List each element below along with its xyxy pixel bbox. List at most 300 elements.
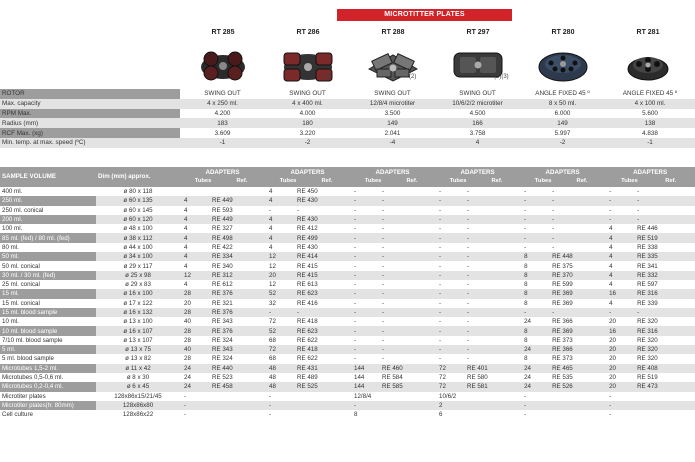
adapter-ref: - bbox=[463, 326, 520, 335]
adapter-ref: - bbox=[378, 233, 435, 242]
adapter-ref: RE 320 bbox=[633, 345, 695, 354]
sample-label: 50 ml. conical bbox=[2, 262, 40, 270]
spec-value: ANGLE FIXED 45 º bbox=[535, 90, 590, 98]
spec-label: Min. temp. at max. speed (ºC) bbox=[0, 138, 180, 148]
adapter-ref: RE 458 bbox=[208, 382, 265, 391]
adapter-ref: - bbox=[552, 225, 555, 233]
spec-row bbox=[0, 128, 695, 138]
tubes-count: - bbox=[435, 289, 463, 298]
adapter-ref: RE 416 bbox=[297, 299, 318, 307]
sample-header-row bbox=[0, 167, 695, 187]
tubes-count: 2 bbox=[435, 401, 463, 410]
sample-row bbox=[0, 336, 695, 345]
adapter-ref: RE 335 bbox=[633, 252, 695, 261]
tubes-count: 8 bbox=[520, 252, 548, 261]
adapter-ref bbox=[208, 401, 265, 410]
tubes-count: 4 bbox=[609, 299, 613, 307]
spec-value: 4.000 bbox=[299, 109, 316, 117]
adapter-ref: - bbox=[297, 206, 300, 214]
sample-row bbox=[0, 206, 695, 215]
adapter-ref: RE 369 bbox=[548, 326, 605, 335]
spec-value: -4 bbox=[350, 138, 435, 148]
tubes-column-label: Tubes bbox=[449, 178, 467, 184]
spec-value: 180 bbox=[265, 118, 350, 128]
spec-value: 4 x 250 ml. bbox=[180, 99, 265, 109]
spec-value: SWING OUT bbox=[374, 90, 411, 98]
adapter-ref: RE 519 bbox=[637, 374, 658, 382]
sample-label: 250 ml. conical bbox=[2, 206, 44, 214]
rotor-rt286-image bbox=[266, 39, 350, 85]
tubes-count: 20 bbox=[609, 336, 616, 344]
tubes-count: - bbox=[439, 262, 442, 270]
adapter-ref: RE 523 bbox=[212, 374, 233, 382]
ref-column-label: Ref. bbox=[321, 178, 333, 184]
model-name-rt288: RT 288 bbox=[381, 29, 405, 36]
spec-value: ANGLE FIXED 45 º bbox=[622, 90, 678, 98]
sample-volume-table bbox=[0, 167, 695, 419]
adapters-group-label: ADAPTERS bbox=[460, 169, 495, 176]
adapter-ref: RE 418 bbox=[293, 345, 350, 354]
sample-dimension: ø 60 x 120 bbox=[96, 215, 180, 224]
tubes-count: - bbox=[439, 336, 442, 344]
tubes-count: - bbox=[354, 336, 357, 344]
adapter-ref: RE 430 bbox=[293, 215, 350, 224]
tubes-count: 8 bbox=[524, 281, 528, 289]
adapter-ref bbox=[208, 410, 265, 419]
adapter-ref: - bbox=[382, 318, 385, 326]
tubes-count: 20 bbox=[265, 271, 293, 280]
sample-dimension: ø 11 x 42 bbox=[96, 364, 180, 373]
tubes-column-label: Tubes bbox=[279, 178, 297, 184]
adapters-group-label: ADAPTERS bbox=[633, 169, 668, 176]
spec-value: 3.220 bbox=[299, 129, 316, 137]
tubes-count: - bbox=[354, 188, 357, 196]
sample-label: Microtiter plates bbox=[2, 392, 46, 400]
tubes-count: 24 bbox=[524, 318, 531, 326]
tubes-count: - bbox=[350, 345, 378, 354]
spec-value: 10/6/2/2 microtiter bbox=[435, 99, 520, 109]
sample-dimension: ø 80 x 118 bbox=[123, 188, 153, 196]
footnote-rt286: (1) bbox=[323, 74, 331, 80]
footnote-rt297: (2)(3) bbox=[494, 74, 509, 80]
tubes-count: 4 bbox=[265, 233, 293, 242]
adapter-ref: RE 581 bbox=[463, 382, 520, 391]
sample-row bbox=[0, 382, 695, 391]
tubes-count: 16 bbox=[605, 289, 633, 298]
spec-value: 4 x 400 ml. bbox=[265, 99, 350, 109]
adapter-ref bbox=[463, 392, 520, 401]
model-name-rt286: RT 286 bbox=[296, 29, 320, 36]
tubes-count: 4 bbox=[180, 215, 208, 224]
sample-row bbox=[0, 401, 695, 410]
sample-row bbox=[0, 261, 695, 270]
adapter-ref bbox=[463, 410, 520, 419]
tubes-count: 52 bbox=[265, 326, 293, 335]
adapter-ref: - bbox=[467, 225, 470, 233]
tubes-count: 16 bbox=[605, 326, 633, 335]
tubes-count: - bbox=[180, 401, 208, 410]
sample-dimension: ø 29 x 117 bbox=[123, 262, 153, 270]
tubes-count: 72 bbox=[435, 382, 463, 391]
adapter-ref: - bbox=[463, 233, 520, 242]
tubes-count: - bbox=[435, 196, 463, 205]
adapter-ref: RE 430 bbox=[293, 196, 350, 205]
tubes-count: 8 bbox=[520, 326, 548, 335]
sample-dimension: 128x86x22 bbox=[122, 411, 154, 419]
tubes-count: 4 bbox=[184, 262, 188, 270]
footnote-rt288: (2) bbox=[409, 74, 417, 80]
sample-label: 250 ml. bbox=[0, 196, 96, 205]
sample-dimension: ø 25 x 98 bbox=[96, 271, 180, 280]
rotor-spec-table bbox=[0, 89, 695, 148]
adapter-ref: RE 489 bbox=[297, 374, 318, 382]
adapter-ref bbox=[633, 392, 695, 401]
tubes-count: - bbox=[524, 392, 527, 400]
adapter-ref: - bbox=[378, 326, 435, 335]
tubes-count: - bbox=[265, 401, 293, 410]
adapter-ref: RE 623 bbox=[293, 289, 350, 298]
tubes-count: - bbox=[435, 308, 463, 317]
sample-label: 85 ml. (fed) / 80 ml. (fed) bbox=[0, 233, 96, 242]
tubes-count: - bbox=[524, 411, 527, 419]
tubes-count: 48 bbox=[269, 374, 276, 382]
sample-label: 10 ml. blood sample bbox=[0, 326, 96, 335]
tubes-count: - bbox=[354, 225, 357, 233]
spec-value: 3.609 bbox=[214, 129, 231, 137]
adapter-ref: - bbox=[467, 318, 470, 326]
tubes-count: 144 bbox=[354, 374, 365, 382]
adapter-ref: RE 370 bbox=[548, 271, 605, 280]
dimension-header: Dim (mm) approx. bbox=[96, 167, 180, 187]
sample-dimension: ø 29 x 83 bbox=[125, 281, 151, 289]
tubes-count: 4 bbox=[180, 233, 208, 242]
adapter-ref: RE 334 bbox=[208, 252, 265, 261]
adapter-ref: RE 613 bbox=[297, 281, 318, 289]
tubes-count: - bbox=[439, 225, 442, 233]
tubes-count: - bbox=[520, 196, 548, 205]
spec-label: Radius (mm) bbox=[0, 118, 180, 128]
adapter-ref: RE 339 bbox=[637, 299, 658, 307]
adapter-ref: - bbox=[633, 215, 695, 224]
tubes-count: 40 bbox=[184, 318, 191, 326]
adapter-ref bbox=[633, 410, 695, 419]
ref-column-label: Ref. bbox=[236, 178, 248, 184]
sample-row bbox=[0, 271, 695, 280]
tubes-count: 4 bbox=[180, 252, 208, 261]
tubes-count: 12/8/4 bbox=[354, 392, 372, 400]
tubes-count: - bbox=[520, 215, 548, 224]
spec-label: ROTOR bbox=[0, 89, 180, 99]
tubes-count: - bbox=[350, 252, 378, 261]
tubes-count: - bbox=[269, 411, 272, 419]
adapter-ref: - bbox=[463, 196, 520, 205]
tubes-count: - bbox=[605, 196, 633, 205]
tubes-count: - bbox=[354, 299, 357, 307]
adapter-ref: RE 316 bbox=[633, 326, 695, 335]
sample-row bbox=[0, 243, 695, 252]
adapter-ref bbox=[293, 401, 350, 410]
tubes-count: 32 bbox=[269, 299, 276, 307]
spec-value: 149 bbox=[520, 118, 605, 128]
tubes-count: - bbox=[609, 206, 612, 214]
tubes-count: - bbox=[354, 206, 357, 214]
adapter-ref: RE 316 bbox=[633, 289, 695, 298]
tubes-count: - bbox=[435, 215, 463, 224]
tubes-count: 68 bbox=[269, 355, 276, 363]
adapter-ref: RE 597 bbox=[637, 281, 658, 289]
sample-label: 80 ml. bbox=[2, 243, 19, 251]
model-name-rt281: RT 281 bbox=[636, 29, 660, 36]
adapters-header bbox=[605, 167, 695, 187]
adapter-ref: RE 341 bbox=[637, 262, 658, 270]
sample-label: Microtubes 0,2-0,4 ml. bbox=[0, 382, 96, 391]
adapter-ref: - bbox=[463, 215, 520, 224]
sample-dimension: 128x86x15/21/45 bbox=[114, 392, 162, 400]
tubes-count: 28 bbox=[180, 308, 208, 317]
sample-dimension: ø 13 x 100 bbox=[123, 318, 153, 326]
adapter-ref: RE 499 bbox=[293, 233, 350, 242]
adapters-header bbox=[265, 167, 350, 187]
ref-column-label: Ref. bbox=[406, 178, 418, 184]
tubes-count: 4 bbox=[605, 271, 633, 280]
tubes-count: 24 bbox=[520, 364, 548, 373]
sample-label: 5 ml. blood sample bbox=[2, 355, 54, 363]
adapter-ref bbox=[548, 410, 605, 419]
tubes-column-label: Tubes bbox=[364, 178, 382, 184]
adapter-ref: RE 622 bbox=[297, 355, 318, 363]
tubes-count: 20 bbox=[605, 345, 633, 354]
adapter-ref: RE 418 bbox=[297, 318, 318, 326]
tubes-count: - bbox=[524, 188, 527, 196]
sample-dimension: ø 44 x 100 bbox=[123, 243, 153, 251]
microtiter-plates-banner: MICROTITTER PLATES bbox=[337, 9, 512, 21]
adapter-ref: RE 593 bbox=[212, 206, 233, 214]
tubes-count: 4 bbox=[184, 206, 188, 214]
tubes-count: 72 bbox=[269, 318, 276, 326]
tubes-count: - bbox=[350, 326, 378, 335]
tubes-count: - bbox=[435, 326, 463, 335]
spec-label: RCF Max. (xg) bbox=[0, 128, 180, 138]
adapter-ref: - bbox=[463, 271, 520, 280]
adapter-ref: RE 376 bbox=[208, 308, 265, 317]
tubes-count: - bbox=[269, 206, 272, 214]
tubes-count: - bbox=[350, 215, 378, 224]
sample-dimension: ø 16 x 132 bbox=[96, 308, 180, 317]
sample-dimension: ø 34 x 100 bbox=[96, 252, 180, 261]
sample-row bbox=[0, 410, 695, 419]
adapter-ref: - bbox=[467, 243, 470, 251]
tubes-count: 24 bbox=[520, 382, 548, 391]
tubes-count: 6 bbox=[439, 411, 443, 419]
tubes-count: - bbox=[439, 281, 442, 289]
adapter-ref: RE 612 bbox=[212, 281, 233, 289]
sample-dimension: 128x86x80 bbox=[96, 401, 180, 410]
adapter-ref: - bbox=[382, 243, 385, 251]
tubes-count: - bbox=[269, 392, 272, 400]
spec-value: -1 bbox=[180, 138, 265, 148]
sample-label: Microtiter plates(h: 80mm) bbox=[0, 401, 96, 410]
sample-dimension: ø 38 x 112 bbox=[96, 233, 180, 242]
tubes-count: 20 bbox=[609, 355, 616, 363]
adapter-ref: RE 369 bbox=[548, 289, 605, 298]
spec-value: 3.758 bbox=[469, 129, 486, 137]
spec-value: 166 bbox=[435, 118, 520, 128]
tubes-count: 72 bbox=[435, 364, 463, 373]
tubes-count: 24 bbox=[180, 382, 208, 391]
tubes-count: 4 bbox=[269, 243, 273, 251]
tubes-count: - bbox=[354, 355, 357, 363]
tubes-column-label: Tubes bbox=[621, 178, 638, 184]
adapter-ref: RE 373 bbox=[552, 336, 573, 344]
tubes-count: 4 bbox=[184, 281, 188, 289]
tubes-count: - bbox=[350, 196, 378, 205]
adapter-ref: RE 473 bbox=[633, 382, 695, 391]
adapter-ref: RE 415 bbox=[293, 271, 350, 280]
adapter-ref bbox=[633, 401, 695, 410]
adapter-ref bbox=[208, 187, 265, 196]
sample-row bbox=[0, 364, 695, 373]
tubes-count: 20 bbox=[184, 299, 191, 307]
adapter-ref: - bbox=[378, 252, 435, 261]
tubes-count: - bbox=[435, 345, 463, 354]
adapter-ref: - bbox=[633, 308, 695, 317]
tubes-count: - bbox=[350, 289, 378, 298]
tubes-count: 4 bbox=[180, 196, 208, 205]
tubes-count: 4 bbox=[609, 225, 613, 233]
adapter-ref: - bbox=[552, 188, 555, 196]
tubes-count: 4 bbox=[184, 243, 188, 251]
adapter-ref: - bbox=[467, 299, 470, 307]
adapters-header bbox=[435, 167, 520, 187]
tubes-count: 52 bbox=[265, 289, 293, 298]
tubes-count: 12 bbox=[265, 252, 293, 261]
adapter-ref: RE 376 bbox=[208, 289, 265, 298]
adapters-header bbox=[180, 167, 265, 187]
tubes-count: - bbox=[520, 401, 548, 410]
tubes-count: 4 bbox=[265, 215, 293, 224]
spec-row bbox=[0, 99, 695, 109]
spec-value: -2 bbox=[520, 138, 605, 148]
sample-row bbox=[0, 187, 695, 196]
sample-label: 25 ml. conical bbox=[2, 281, 40, 289]
adapter-ref: RE 465 bbox=[548, 364, 605, 373]
adapter-ref: RE 525 bbox=[293, 382, 350, 391]
adapter-ref: - bbox=[382, 225, 385, 233]
sample-volume-header: SAMPLE VOLUME bbox=[0, 167, 96, 187]
rotor-rt288-image bbox=[351, 39, 435, 85]
adapter-ref: RE 450 bbox=[297, 188, 318, 196]
sample-row bbox=[0, 326, 695, 335]
sample-row bbox=[0, 354, 695, 363]
adapter-ref: RE 366 bbox=[552, 318, 573, 326]
sample-label: 7/10 ml. blood sample bbox=[2, 336, 63, 344]
adapter-ref: - bbox=[467, 206, 470, 214]
spec-value: 2.041 bbox=[384, 129, 401, 137]
tubes-count: - bbox=[524, 225, 527, 233]
rotor-rt285-image bbox=[181, 39, 265, 85]
adapter-ref: RE 340 bbox=[212, 262, 233, 270]
sample-dimension: ø 13 x 75 bbox=[96, 345, 180, 354]
tubes-count: 72 bbox=[265, 345, 293, 354]
tubes-count: 4 bbox=[609, 281, 613, 289]
tubes-count: 20 bbox=[609, 374, 616, 382]
adapter-ref: RE 623 bbox=[293, 326, 350, 335]
adapter-ref: - bbox=[548, 215, 605, 224]
adapter-ref: RE 324 bbox=[212, 336, 233, 344]
adapter-ref: - bbox=[382, 299, 385, 307]
tubes-count: 48 bbox=[265, 364, 293, 373]
tubes-count: - bbox=[350, 271, 378, 280]
adapter-ref: - bbox=[378, 345, 435, 354]
tubes-count: - bbox=[435, 233, 463, 242]
tubes-count: 20 bbox=[605, 364, 633, 373]
tubes-count: - bbox=[605, 308, 633, 317]
spec-value: -1 bbox=[605, 138, 695, 148]
adapter-ref: - bbox=[293, 308, 350, 317]
adapter-ref: - bbox=[637, 206, 640, 214]
tubes-count: - bbox=[184, 411, 187, 419]
tubes-count: - bbox=[354, 262, 357, 270]
sample-row bbox=[0, 373, 695, 382]
spec-value: 183 bbox=[180, 118, 265, 128]
sample-dimension: ø 17 x 122 bbox=[123, 299, 153, 307]
adapter-ref: RE 369 bbox=[552, 299, 573, 307]
sample-dimension: ø 13 x 82 bbox=[125, 355, 151, 363]
tubes-count: - bbox=[439, 355, 442, 363]
sample-label: Microtubes 1,5-2 ml. bbox=[0, 364, 96, 373]
adapter-ref: - bbox=[467, 188, 470, 196]
sample-label: 100 ml. bbox=[2, 225, 23, 233]
tubes-count: - bbox=[609, 411, 612, 419]
sample-dimension: ø 6 x 45 bbox=[96, 382, 180, 391]
tubes-count: 24 bbox=[180, 364, 208, 373]
tubes-count: - bbox=[439, 243, 442, 251]
sample-label: 10 ml. bbox=[2, 318, 19, 326]
adapter-ref: RE 440 bbox=[208, 364, 265, 373]
adapter-ref: - bbox=[463, 252, 520, 261]
sample-dimension: ø 60 x 135 bbox=[96, 196, 180, 205]
spec-row bbox=[0, 89, 695, 99]
adapter-ref: RE 320 bbox=[637, 318, 658, 326]
adapter-ref: - bbox=[382, 262, 385, 270]
sample-row bbox=[0, 392, 695, 401]
adapter-ref: RE 327 bbox=[212, 225, 233, 233]
tubes-count: 8 bbox=[524, 336, 528, 344]
sample-row bbox=[0, 299, 695, 308]
rotor-rt280-image bbox=[521, 39, 605, 85]
adapters-group-label: ADAPTERS bbox=[290, 169, 325, 176]
tubes-count: 28 bbox=[184, 336, 191, 344]
sample-row bbox=[0, 280, 695, 289]
spec-value: -2 bbox=[265, 138, 350, 148]
tubes-count: - bbox=[609, 392, 612, 400]
adapter-ref: RE 373 bbox=[552, 355, 573, 363]
adapter-ref bbox=[378, 392, 435, 401]
adapter-ref: RE 320 bbox=[637, 355, 658, 363]
adapter-ref: - bbox=[378, 196, 435, 205]
tubes-count: - bbox=[520, 308, 548, 317]
sample-label: 15 ml. conical bbox=[2, 299, 40, 307]
tubes-count: 20 bbox=[609, 318, 616, 326]
adapter-ref: - bbox=[467, 336, 470, 344]
adapter-ref: - bbox=[378, 271, 435, 280]
adapter-ref: - bbox=[382, 206, 385, 214]
model-name-rt280: RT 280 bbox=[551, 29, 575, 36]
adapter-ref: - bbox=[382, 355, 385, 363]
tubes-count: 12 bbox=[269, 262, 276, 270]
sample-row bbox=[0, 224, 695, 233]
tubes-count: - bbox=[435, 252, 463, 261]
